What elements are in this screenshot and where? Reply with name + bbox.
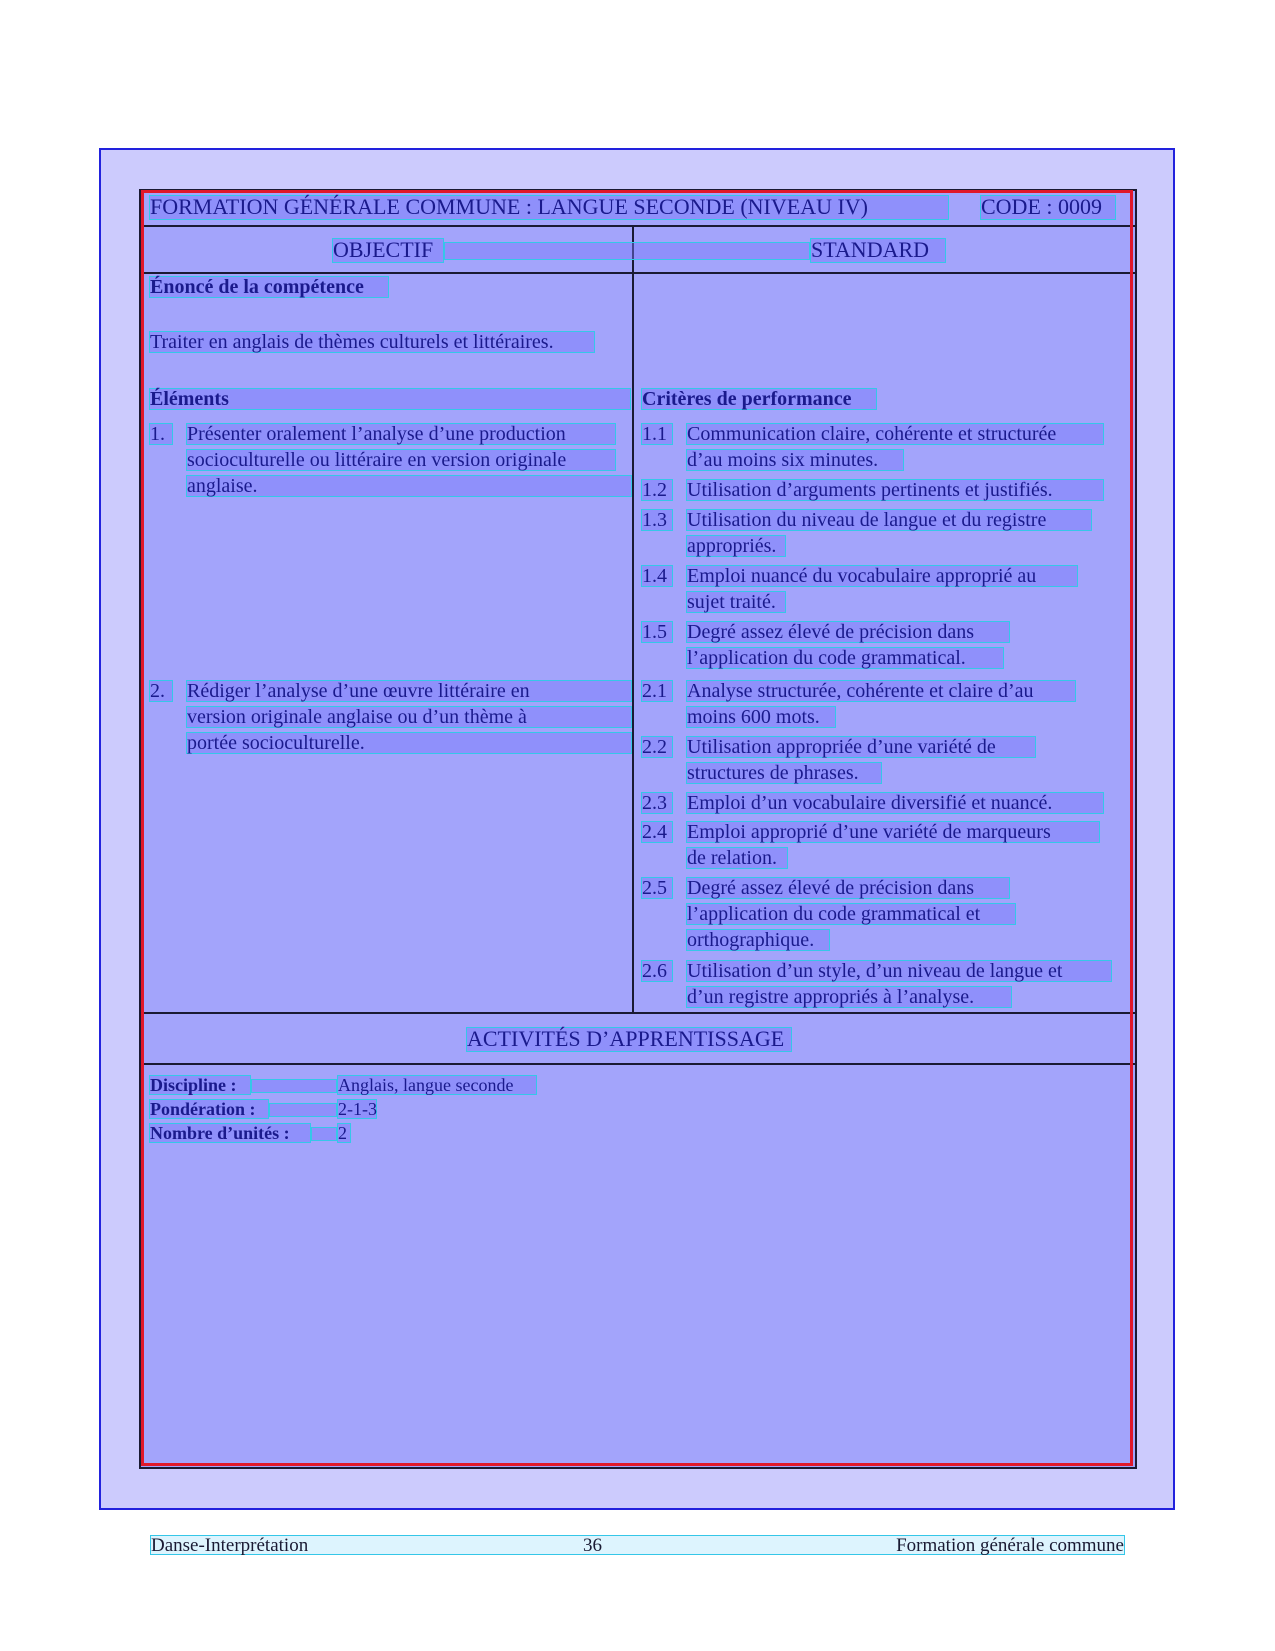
criterion-line: l’application du code grammatical et (686, 903, 1016, 925)
criterion-line: d’au moins six minutes. (686, 449, 904, 471)
criterion-line: Utilisation d’un style, d’un niveau de langue et (686, 960, 1112, 982)
competence-heading: Énoncé de la compétence (149, 276, 389, 298)
criterion-number: 2.1 (641, 680, 673, 702)
criterion-line: Communication claire, cohérente et structurée (686, 423, 1104, 445)
criterion-number: 2.5 (641, 877, 673, 899)
criterion-line: Degré assez élevé de précision dans (686, 877, 1010, 899)
element-line: anglaise. (186, 475, 632, 497)
divider-columns (141, 272, 1135, 274)
info-value: 2 (337, 1123, 351, 1143)
criterion-line: structures de phrases. (686, 762, 882, 784)
element-number: 1. (149, 423, 173, 445)
divider-activities-bottom (141, 1063, 1135, 1065)
info-band (269, 1103, 337, 1117)
criterion-line: Utilisation du niveau de langue et du registre (686, 509, 1092, 531)
standard-heading: STANDARD (810, 238, 946, 263)
element-line: Rédiger l’analyse d’une œuvre littéraire en (186, 680, 632, 702)
info-value: Anglais, langue seconde (337, 1075, 537, 1095)
criterion-number: 1.5 (641, 621, 673, 643)
divider-vertical (632, 225, 634, 1013)
criterion-line: Analyse structurée, cohérente et claire d’au (686, 680, 1076, 702)
criterion-number: 2.2 (641, 736, 673, 758)
activities-heading: ACTIVITÉS D’APPRENTISSAGE (466, 1027, 792, 1052)
criterion-line: l’application du code grammatical. (686, 647, 1004, 669)
criterion-line: Emploi nuancé du vocabulaire approprié au (686, 565, 1078, 587)
column-band (444, 242, 810, 260)
footer-right: Formation générale commune (896, 1535, 1124, 1556)
element-line: version originale anglaise ou d’un thème à (186, 706, 632, 728)
info-label: Discipline : (149, 1075, 251, 1095)
criterion-number: 2.6 (641, 960, 673, 982)
criterion-line: Degré assez élevé de précision dans (686, 621, 1010, 643)
divider-activities-top (141, 1012, 1135, 1014)
criterion-line: Emploi approprié d’une variété de marqueurs (686, 821, 1100, 843)
element-number: 2. (149, 680, 173, 702)
criterion-line: Utilisation d’arguments pertinents et justifiés. (686, 479, 1104, 501)
objective-heading: OBJECTIF (332, 238, 444, 263)
criterion-number: 1.4 (641, 565, 673, 587)
element-line: Présenter oralement l’analyse d’une production (186, 423, 616, 445)
competence-text: Traiter en anglais de thèmes culturels et littéraires. (149, 331, 595, 353)
info-band (311, 1127, 337, 1141)
elements-heading: Éléments (149, 388, 631, 410)
criterion-number: 2.4 (641, 821, 673, 843)
header-title: FORMATION GÉNÉRALE COMMUNE : LANGUE SECONDE (NIVEAU IV) (149, 195, 949, 220)
criteria-heading: Critères de performance (641, 388, 877, 410)
criterion-number: 1.3 (641, 509, 673, 531)
criterion-number: 1.2 (641, 479, 673, 501)
header-code: CODE : 0009 (980, 195, 1116, 220)
criterion-number: 1.1 (641, 423, 673, 445)
page-number: 36 (583, 1535, 602, 1556)
info-label: Nombre d’unités : (149, 1123, 311, 1143)
criterion-line: Utilisation appropriée d’une variété de (686, 736, 1036, 758)
criterion-line: de relation. (686, 847, 788, 869)
info-label: Pondération : (149, 1099, 269, 1119)
criterion-line: moins 600 mots. (686, 706, 836, 728)
element-line: socioculturelle ou littéraire en version originale (186, 449, 616, 471)
element-line: portée socioculturelle. (186, 732, 632, 754)
info-band (251, 1079, 337, 1093)
divider-header (141, 225, 1135, 227)
criterion-line: sujet traité. (686, 591, 786, 613)
criterion-line: orthographique. (686, 929, 830, 951)
criterion-line: Emploi d’un vocabulaire diversifié et nuancé. (686, 792, 1104, 814)
criterion-line: appropriés. (686, 535, 786, 557)
footer-left: Danse-Interprétation (151, 1535, 309, 1556)
criterion-number: 2.3 (641, 792, 673, 814)
criterion-line: d’un registre appropriés à l’analyse. (686, 986, 1012, 1008)
info-value: 2-1-3 (338, 1099, 377, 1119)
page-footer (150, 1535, 1125, 1555)
